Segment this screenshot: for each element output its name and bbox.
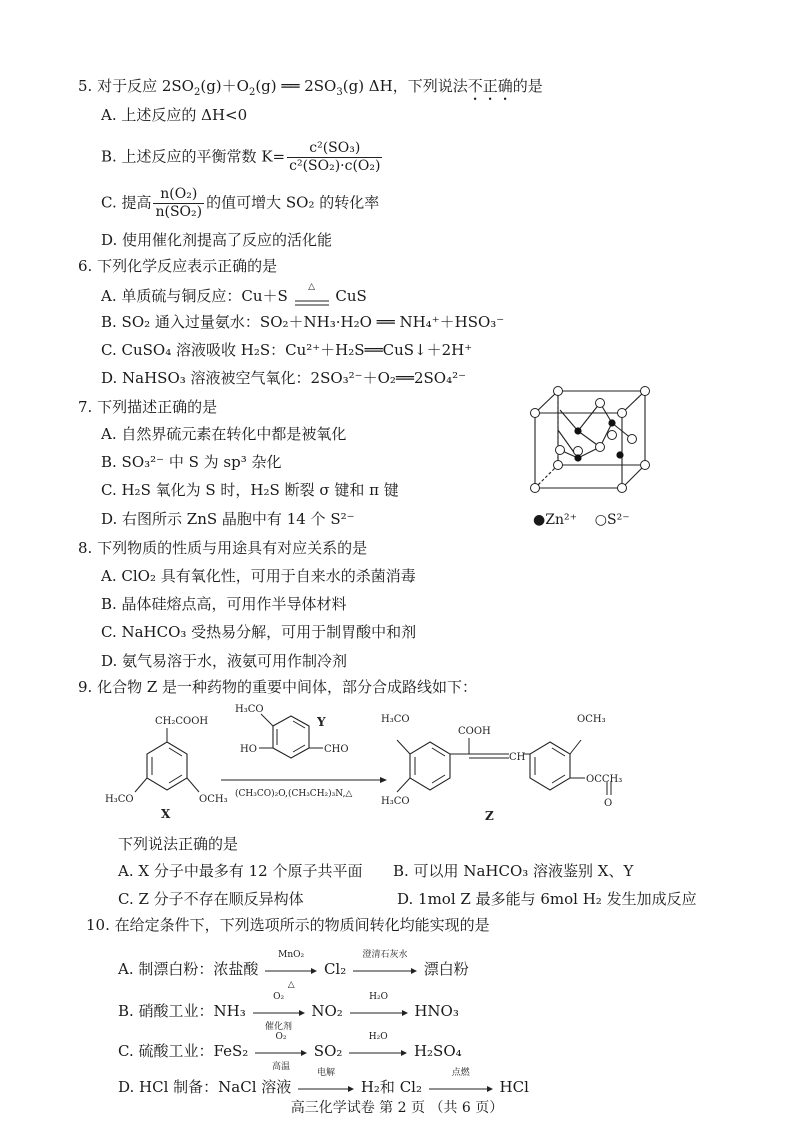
z-ome-right: OCH₃: [577, 714, 606, 725]
q8-option-c: C. NaHCO₃ 受热易分解，可用于制胃酸中和剂: [101, 623, 417, 641]
q7-option-b: B. SO₃²⁻ 中 S 为 sp³ 杂化: [101, 453, 282, 471]
z-ome-bottom: H₃CO: [381, 796, 410, 807]
q7-stem: 7. 下列描述正确的是: [78, 398, 218, 416]
z-acetoxy: OCCH₃: [586, 774, 623, 785]
filled-dot-icon: ●: [533, 512, 546, 528]
q5-option-d: D. 使用催化剂提高了反应的活化能: [101, 231, 333, 249]
y-label: Y: [317, 715, 326, 729]
q8-option-d: D. 氨气易溶于水，液氨可用作制冷剂: [101, 652, 348, 670]
y-ome: H₃CO: [235, 704, 264, 715]
q8-option-b: B. 晶体硅熔点高，可用作半导体材料: [101, 595, 347, 613]
arrow-icon: [353, 967, 417, 975]
compound-y: [235, 704, 349, 758]
q7-option-c: C. H₂S 氧化为 S 时，H₂S 断裂 σ 键和 π 键: [101, 481, 399, 499]
q5-option-c: C. 提高 $\frac{\text{n(O₂)}}{\text{n(SO₂)}}$ 的值可增大 SO₂ 的转化率: [101, 186, 380, 220]
q6-a-condition: △: [295, 282, 329, 312]
q6-option-d: D. NaHSO₃ 溶液被空气氧化：2SO₃²⁻＋O₂══2SO₄²⁻: [101, 369, 467, 387]
x-ome-left: H₃CO: [105, 794, 134, 805]
q9-substem: 下列说法正确的是: [118, 835, 239, 853]
z-ome-top: H₃CO: [381, 714, 410, 725]
q9-option-d: D. 1mol Z 最多能与 6mol H₂ 发生加成反应: [397, 890, 697, 908]
open-dot-icon: ○: [594, 512, 607, 528]
y-cho: CHO: [324, 744, 349, 755]
q9-option-a: A. X 分子中最多有 12 个原子共平面: [118, 862, 363, 880]
arrow-head-icon: [380, 777, 387, 783]
z-ch: CH: [509, 752, 526, 763]
q9-option-c: C. Z 分子不存在顺反异构体: [118, 890, 304, 908]
q5-b-fraction: $\frac{\text{c²(SO₃)}}{\text{c²(SO₂)·c(O₂)}}$: [289, 140, 381, 174]
compound-x: [105, 716, 228, 821]
q10-option-d: D. HCl 制备：NaCl 溶液 电解 H₂和 Cl₂ 点燃 HCl: [118, 1068, 529, 1096]
synthesis-scheme: [95, 700, 715, 830]
q10-option-c: C. 硫酸工业：FeS₂ O₂ 高温 SO₂ H₂O H₂SO₄: [118, 1032, 462, 1072]
page-footer: 高三化学试卷 第 2 页 （共 6 页）: [290, 1100, 504, 1116]
zns-legend: ●Zn²⁺ ○S²⁻: [533, 512, 630, 528]
q7-option-a: A. 自然界硫元素在转化中都是被氧化: [101, 425, 347, 443]
arrow-icon: [255, 1049, 307, 1057]
z-carbonyl-o: O: [604, 798, 613, 809]
x-label: X: [161, 807, 171, 821]
y-ho: HO: [240, 744, 257, 755]
q9-stem: 9. 化合物 Z 是一种药物的重要中间体，部分合成路线如下：: [78, 678, 478, 696]
x-ome-right: OCH₃: [199, 794, 228, 805]
q6-option-a: A. 单质硫与铜反应：Cu＋S △ CuS: [101, 282, 367, 312]
arrow-icon: [349, 1049, 407, 1057]
q6-stem: 6. 下列化学反应表示正确的是: [78, 257, 278, 275]
q6-option-c: C. CuSO₄ 溶液吸收 H₂S：Cu²⁺＋H₂S══CuS↓＋2H⁺: [101, 341, 473, 359]
q5-stem: 5. 对于反应 $2SO_2(g)+O_2(g)$ ══ $2SO_3(g)$ ΔH，下列说法不正确的是: [78, 77, 543, 98]
arrow-icon: [298, 1085, 354, 1093]
arrow-icon: [429, 1085, 493, 1093]
q9-option-b: B. 可以用 NaHCO₃ 溶液鉴别 X、Y: [393, 862, 634, 880]
zns-unit-cell-diagram: [520, 383, 660, 498]
q10-option-a: A. 制漂白粉：浓盐酸 MnO₂ △ Cl₂ 澄清石灰水 漂白粉: [118, 950, 469, 990]
q5-option-b: B. 上述反应的平衡常数 K= $\frac{\text{c²(SO₃)}}{\text{c²(SO₂)·c(O₂)}}$: [101, 140, 381, 174]
q5-c-fraction: $\frac{\text{n(O₂)}}{\text{n(SO₂)}}$: [155, 186, 203, 220]
q8-stem: 8. 下列物质的性质与用途具有对应关系的是: [78, 539, 368, 557]
z-cooh: COOH: [458, 726, 491, 737]
q10-stem: 10. 在给定条件下，下列选项所示的物质间转化均能实现的是: [86, 916, 490, 934]
q7-option-d: D. 右图所示 ZnS 晶胞中有 14 个 S²⁻: [101, 510, 355, 528]
equal-sign-icon: [295, 299, 329, 307]
q6-option-b: B. SO₂ 通入过量氨水：SO₂＋NH₃·H₂O ══ NH₄⁺＋HSO₃⁻: [101, 313, 505, 331]
q10-option-b: B. 硝酸工业：NH₃ O₂ 催化剂 NO₂ H₂O HNO₃: [118, 992, 459, 1032]
arrow-icon: [350, 1009, 408, 1017]
compound-z: [381, 714, 622, 823]
q5-emphasis: 不正确: [467, 77, 513, 95]
reaction-conditions: (CH₃CO)₂O,(CH₃CH₂)₃N,△: [235, 789, 353, 799]
x-ch2cooh: CH₂COOH: [155, 716, 209, 727]
z-label: Z: [485, 809, 494, 823]
arrow-icon: [253, 1009, 305, 1017]
q5-option-a: A. 上述反应的 ΔH<0: [101, 106, 248, 124]
q8-option-a: A. ClO₂ 具有氧化性，可用于自来水的杀菌消毒: [101, 567, 416, 585]
arrow-icon: [265, 967, 317, 975]
